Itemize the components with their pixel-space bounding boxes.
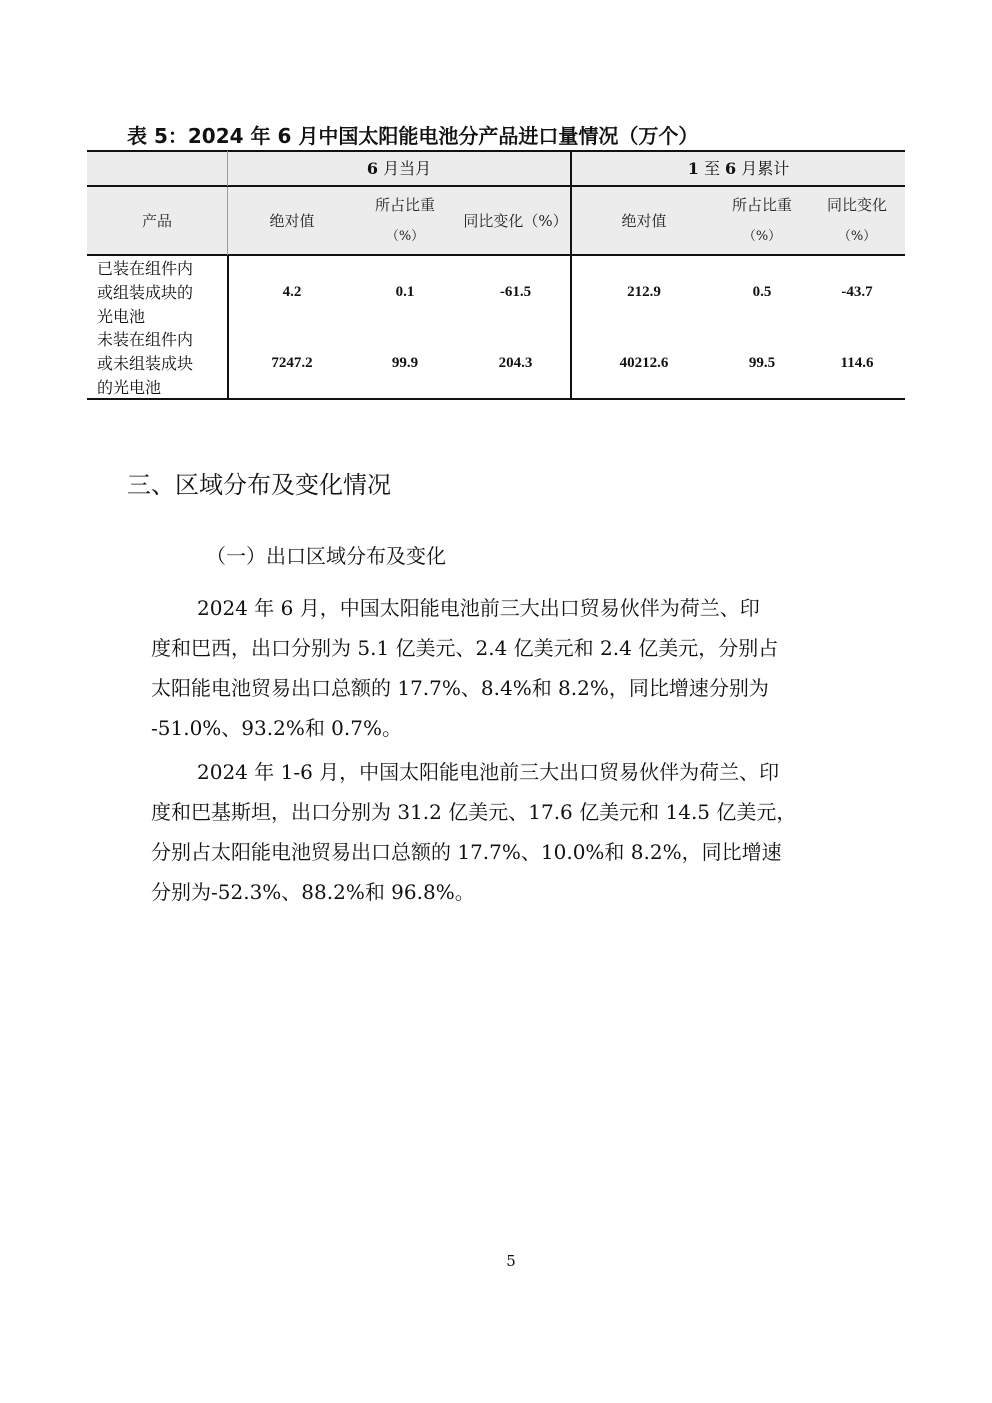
paragraph-jan-june	[151, 752, 843, 912]
section-heading: 三、区域分布及变化情况	[127, 471, 391, 499]
cell-yoy: -61.5	[499, 284, 532, 300]
paragraph-line: 度和巴西，出口分别为 5.1 亿美元、2.4 亿美元和 2.4 亿美元，分别占	[151, 636, 779, 660]
page-number: 5	[506, 1252, 516, 1270]
table-title: 表 5：2024 年 6 月中国太阳能电池分产品进口量情况（万个）	[127, 124, 699, 148]
cell-abs-value-cumulative: 212.9	[627, 284, 661, 300]
cell-share-cumulative: 0.5	[752, 284, 772, 300]
paragraph-line: 分别占太阳能电池贸易出口总额的 17.7%、10.0%和 8.2%，同比增速	[151, 840, 782, 864]
subsection-heading: （一）出口区域分布及变化	[206, 544, 446, 568]
column-header-abs-value: 绝对值	[269, 211, 315, 230]
table-row-label: 未装在组件内 或未组装成块 的光电池	[97, 330, 194, 397]
paragraph-line: 2024 年 6 月，中国太阳能电池前三大出口贸易伙伴为荷兰、印	[197, 596, 760, 620]
paragraph-line: -51.0%、93.2%和 0.7%。	[151, 716, 402, 740]
cell-share: 0.1	[395, 284, 415, 300]
column-header-abs-value-cumulative: 绝对值	[621, 211, 667, 230]
table-row-label: 已装在组件内 或组装成块的 光电池	[97, 259, 194, 326]
cell-yoy-cumulative: -43.7	[841, 284, 873, 300]
column-header-yoy: 同比变化（%）	[463, 211, 568, 230]
paragraph-june	[151, 588, 843, 748]
cell-abs-value: 4.2	[282, 284, 302, 300]
group-header-cumulative: 1 至 6 月累计	[687, 158, 790, 178]
column-header-yoy-cumulative: 同比变化 （%）	[826, 195, 887, 244]
column-header-share-cumulative: 所占比重 （%）	[731, 195, 792, 244]
cell-yoy: 204.3	[498, 355, 533, 371]
paragraph-line: 分别为-52.3%、88.2%和 96.8%。	[151, 880, 475, 904]
column-header-share: 所占比重 （%）	[374, 195, 435, 244]
cell-yoy-cumulative: 114.6	[840, 355, 874, 371]
cell-abs-value: 7247.2	[271, 355, 313, 371]
column-header-product: 产品	[141, 211, 172, 230]
paragraph-line: 度和巴基斯坦，出口分别为 31.2 亿美元、17.6 亿美元和 14.5 亿美元，	[151, 800, 797, 824]
cell-abs-value-cumulative: 40212.6	[619, 355, 669, 371]
import-volume-table	[87, 150, 905, 400]
paragraph-line: 2024 年 1-6 月，中国太阳能电池前三大出口贸易伙伴为荷兰、印	[197, 760, 780, 784]
paragraph-line: 太阳能电池贸易出口总额的 17.7%、8.4%和 8.2%，同比增速分别为	[151, 676, 769, 700]
cell-share: 99.9	[391, 355, 419, 371]
cell-share-cumulative: 99.5	[748, 355, 776, 371]
group-header-current-month: 6 月当月	[366, 158, 432, 178]
